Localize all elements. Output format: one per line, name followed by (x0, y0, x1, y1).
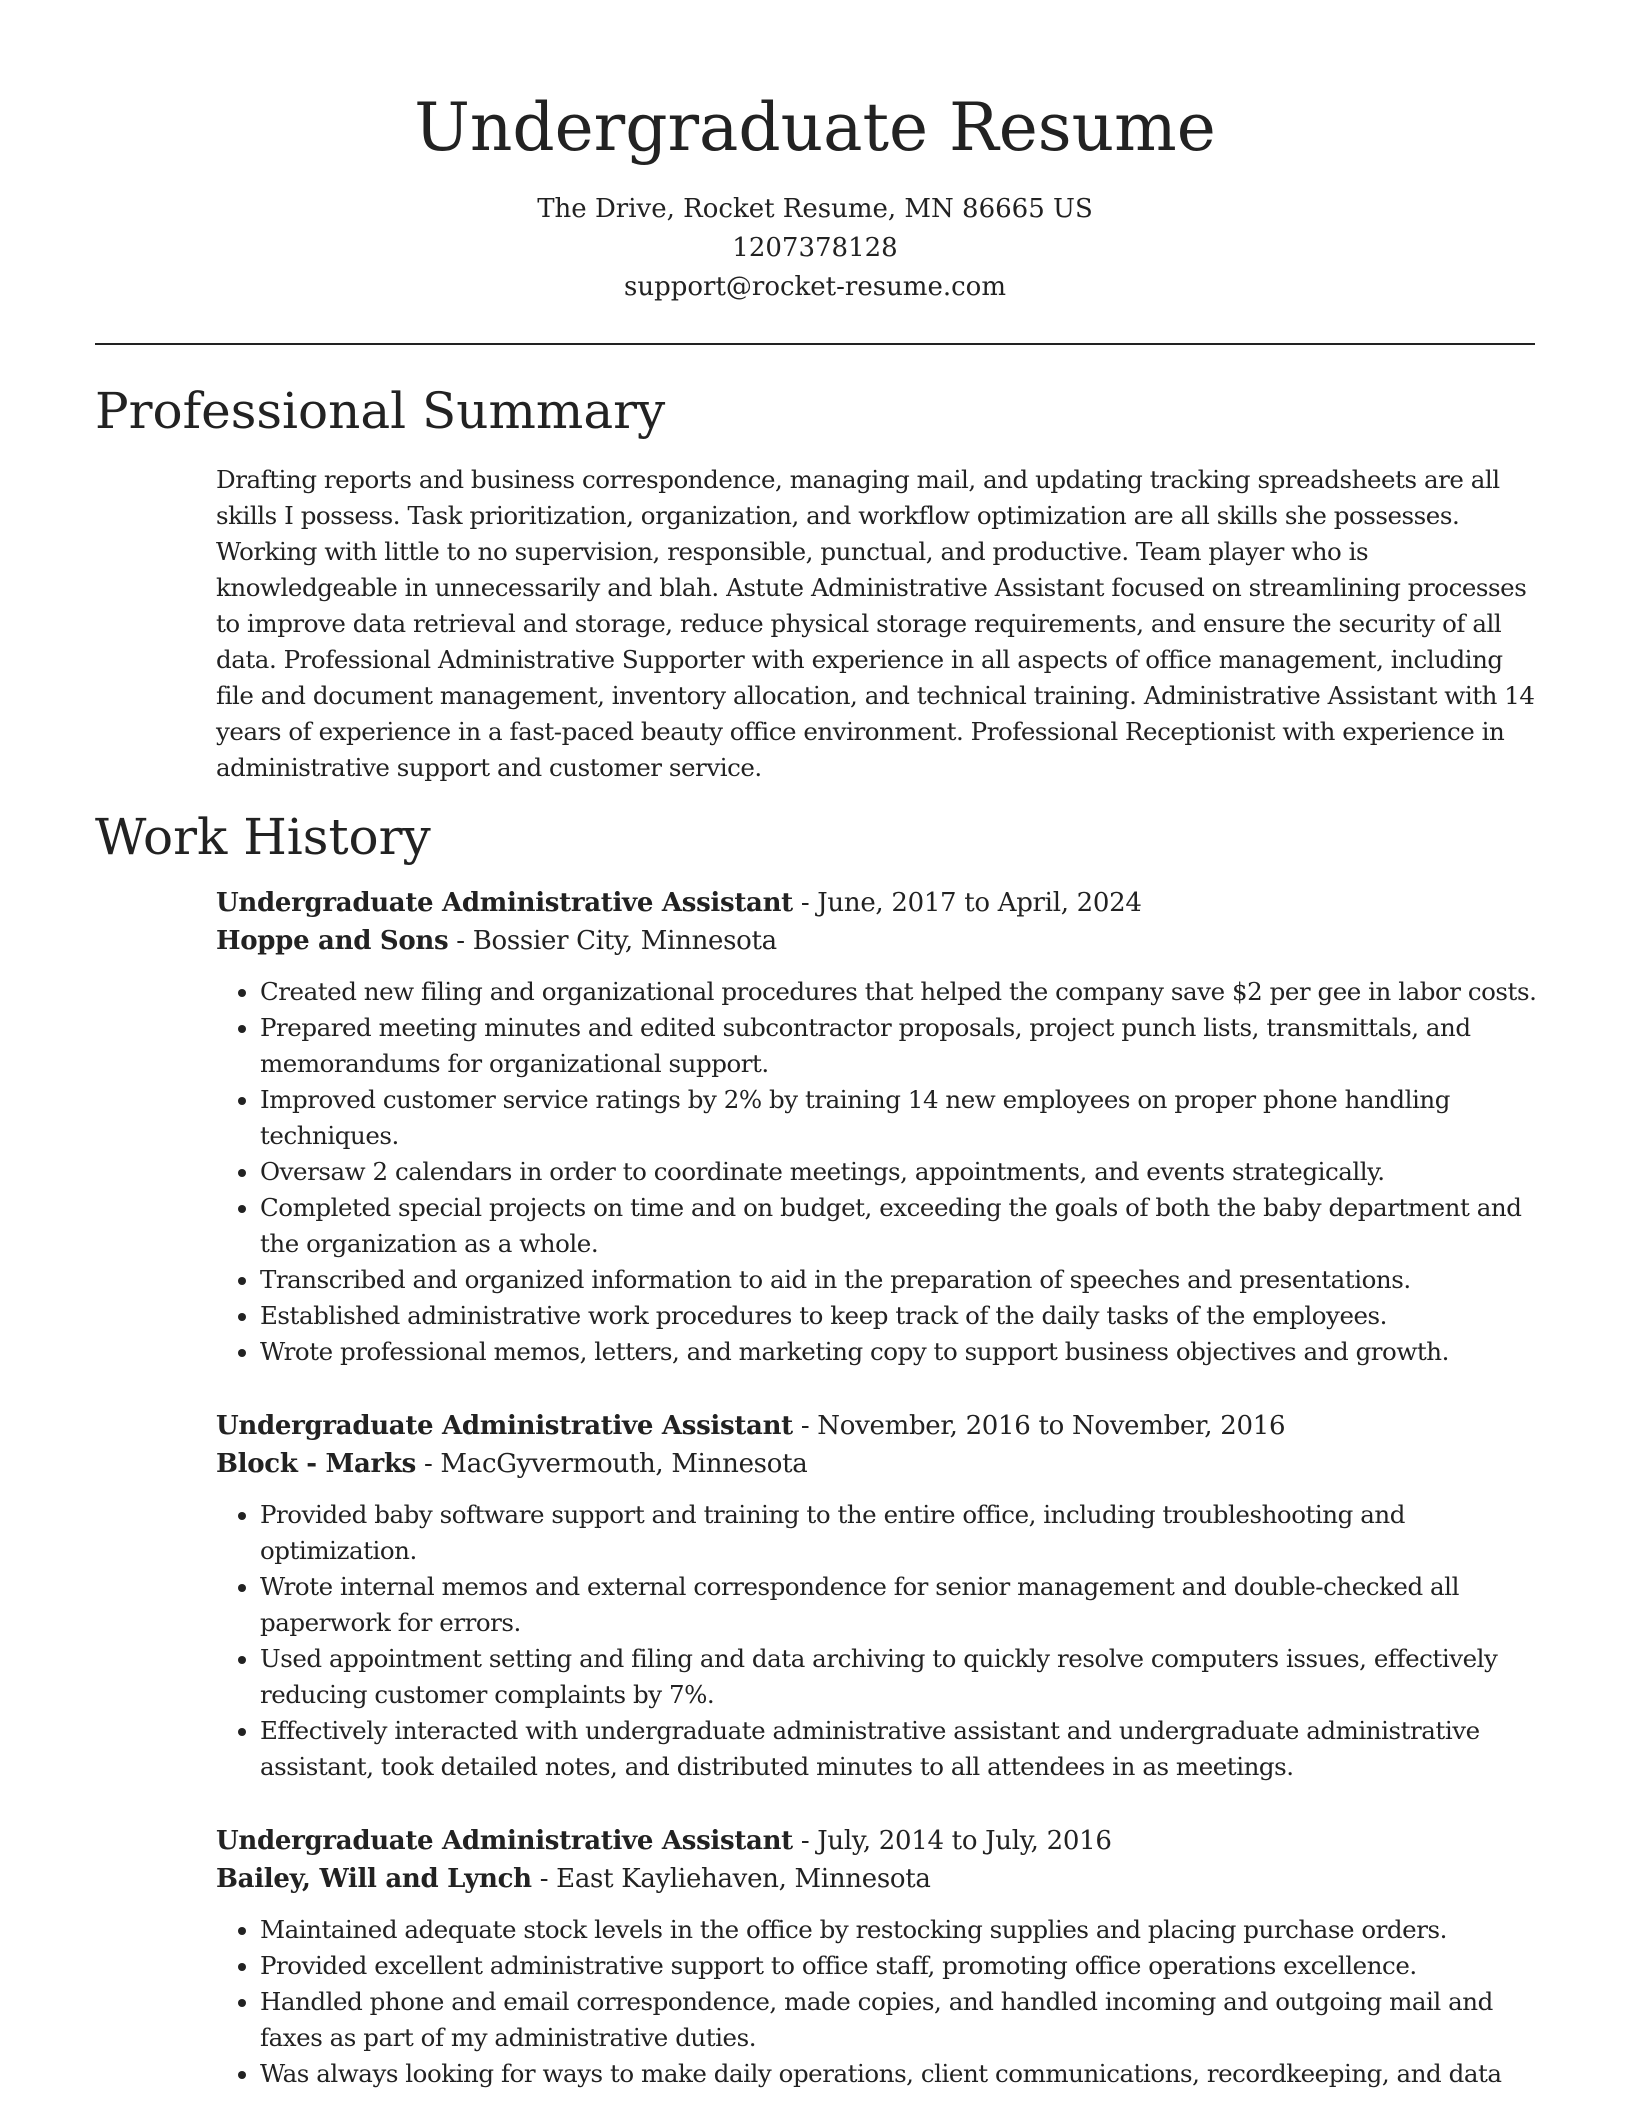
job-bullet: • Prepared meeting minutes and edited subcontractor proposals, project punch lists, transmittals, and memorandums for organizational support. (260, 1010, 1546, 1082)
job-company-line (216, 922, 1546, 960)
job-bullet: • Handled phone and email correspondence, made copies, and handled incoming and outgoing mail and faxes as part of my administrative duties. (260, 1984, 1546, 2056)
job-company: Hoppe and Sons (216, 926, 449, 956)
job-bullet: • Wrote internal memos and external correspondence for senior management and double-checked all paperwork for errors. (260, 1569, 1546, 1641)
job-location: - East Kayliehaven, Minnesota (531, 1864, 931, 1894)
job-company: Block - Marks (216, 1449, 417, 1479)
job-title-line (216, 884, 1546, 922)
job-dates: - July, 2014 to July, 2016 (792, 1826, 1112, 1856)
job-company: Bailey, Will and Lynch (216, 1864, 532, 1894)
job-location: - Bossier City, Minnesota (448, 926, 777, 956)
job-company-line (216, 1445, 1546, 1483)
contact-email: support@rocket-resume.com (623, 272, 1006, 302)
job-entry (216, 884, 1546, 1370)
job-bullet: • Improved customer service ratings by 2% by training 14 new employees on proper phone handling techniques. (260, 1082, 1546, 1154)
job-bullet: • Oversaw 2 calendars in order to coordinate meetings, appointments, and events strategically. (260, 1154, 1546, 1190)
resume-name: Undergraduate Resume (414, 89, 1216, 166)
job-company-line (216, 1860, 1546, 1898)
job-bullet: • Was always looking for ways to make daily operations, client communications, recordkeeping, and data (260, 2056, 1546, 2092)
job-bullet: • Maintained adequate stock levels in the office by restocking supplies and placing purchase orders. (260, 1912, 1546, 1948)
job-bullet: • Effectively interacted with undergraduate administrative assistant and undergraduate administrative assistant, took detailed notes, and distributed minutes to all attendees in as meetings. (260, 1713, 1546, 1785)
job-bullets (216, 1497, 1546, 1785)
resume-header (95, 84, 1535, 307)
job-bullet: • Used appointment setting and filing and data archiving to quickly resolve computers issues, effectively reducing customer complaints by 7%. (260, 1641, 1546, 1713)
job-dates: - June, 2017 to April, 2024 (792, 888, 1142, 918)
summary-text: Drafting reports and business correspondence, managing mail, and updating tracking spreadsheets are all skills I possess. Task prioritization, organization, and workflow optimization are all skills she possesses. Working with little to no supervision, responsible, punctual, and productive. Team player who is knowledgeable in unnecessarily and blah. Astute Administrative Assistant focused on streamlining processes to improve data retrieval and storage, reduce physical storage requirements, and ensure the security of all data. Professional Administrative Supporter with experience in all aspects of office management, including file and document management, inventory allocation, and technical training. Administrative Assistant with 14 years of experience in a fast-paced beauty office environment. Professional Receptionist with experience in administrative support and customer service. (216, 465, 1535, 782)
header-divider (95, 343, 1535, 345)
job-bullets (216, 1912, 1546, 2092)
job-title: Undergraduate Administrative Assistant (216, 1826, 793, 1856)
contact-address: The Drive, Rocket Resume, MN 86665 US (537, 194, 1093, 224)
job-bullet: • Completed special projects on time and on budget, exceeding the goals of both the baby department and the organization as a whole. (260, 1190, 1546, 1262)
summary-heading: Professional Summary (95, 382, 666, 440)
work-history-heading: Work History (95, 808, 431, 866)
job-entry (216, 1822, 1546, 2092)
job-entry (216, 1407, 1546, 1785)
job-location: - MacGyvermouth, Minnesota (416, 1449, 808, 1479)
contact-phone: 1207378128 (732, 233, 898, 263)
job-bullet: • Provided baby software support and training to the entire office, including troubleshooting and optimization. (260, 1497, 1546, 1569)
job-dates: - November, 2016 to November, 2016 (792, 1411, 1286, 1441)
job-bullet: • Provided excellent administrative support to office staff, promoting office operations excellence. (260, 1948, 1546, 1984)
job-bullet: • Transcribed and organized information to aid in the preparation of speeches and presentations. (260, 1262, 1546, 1298)
job-title: Undergraduate Administrative Assistant (216, 1411, 793, 1441)
job-bullet: • Established administrative work procedures to keep track of the daily tasks of the employees. (260, 1298, 1546, 1334)
job-title-line (216, 1407, 1546, 1445)
job-bullets (216, 974, 1546, 1370)
job-title: Undergraduate Administrative Assistant (216, 888, 793, 918)
job-bullet: • Created new filing and organizational procedures that helped the company save $2 per gee in labor costs. (260, 974, 1546, 1010)
job-bullet: • Wrote professional memos, letters, and marketing copy to support business objectives and growth. (260, 1334, 1546, 1370)
job-title-line (216, 1822, 1546, 1860)
